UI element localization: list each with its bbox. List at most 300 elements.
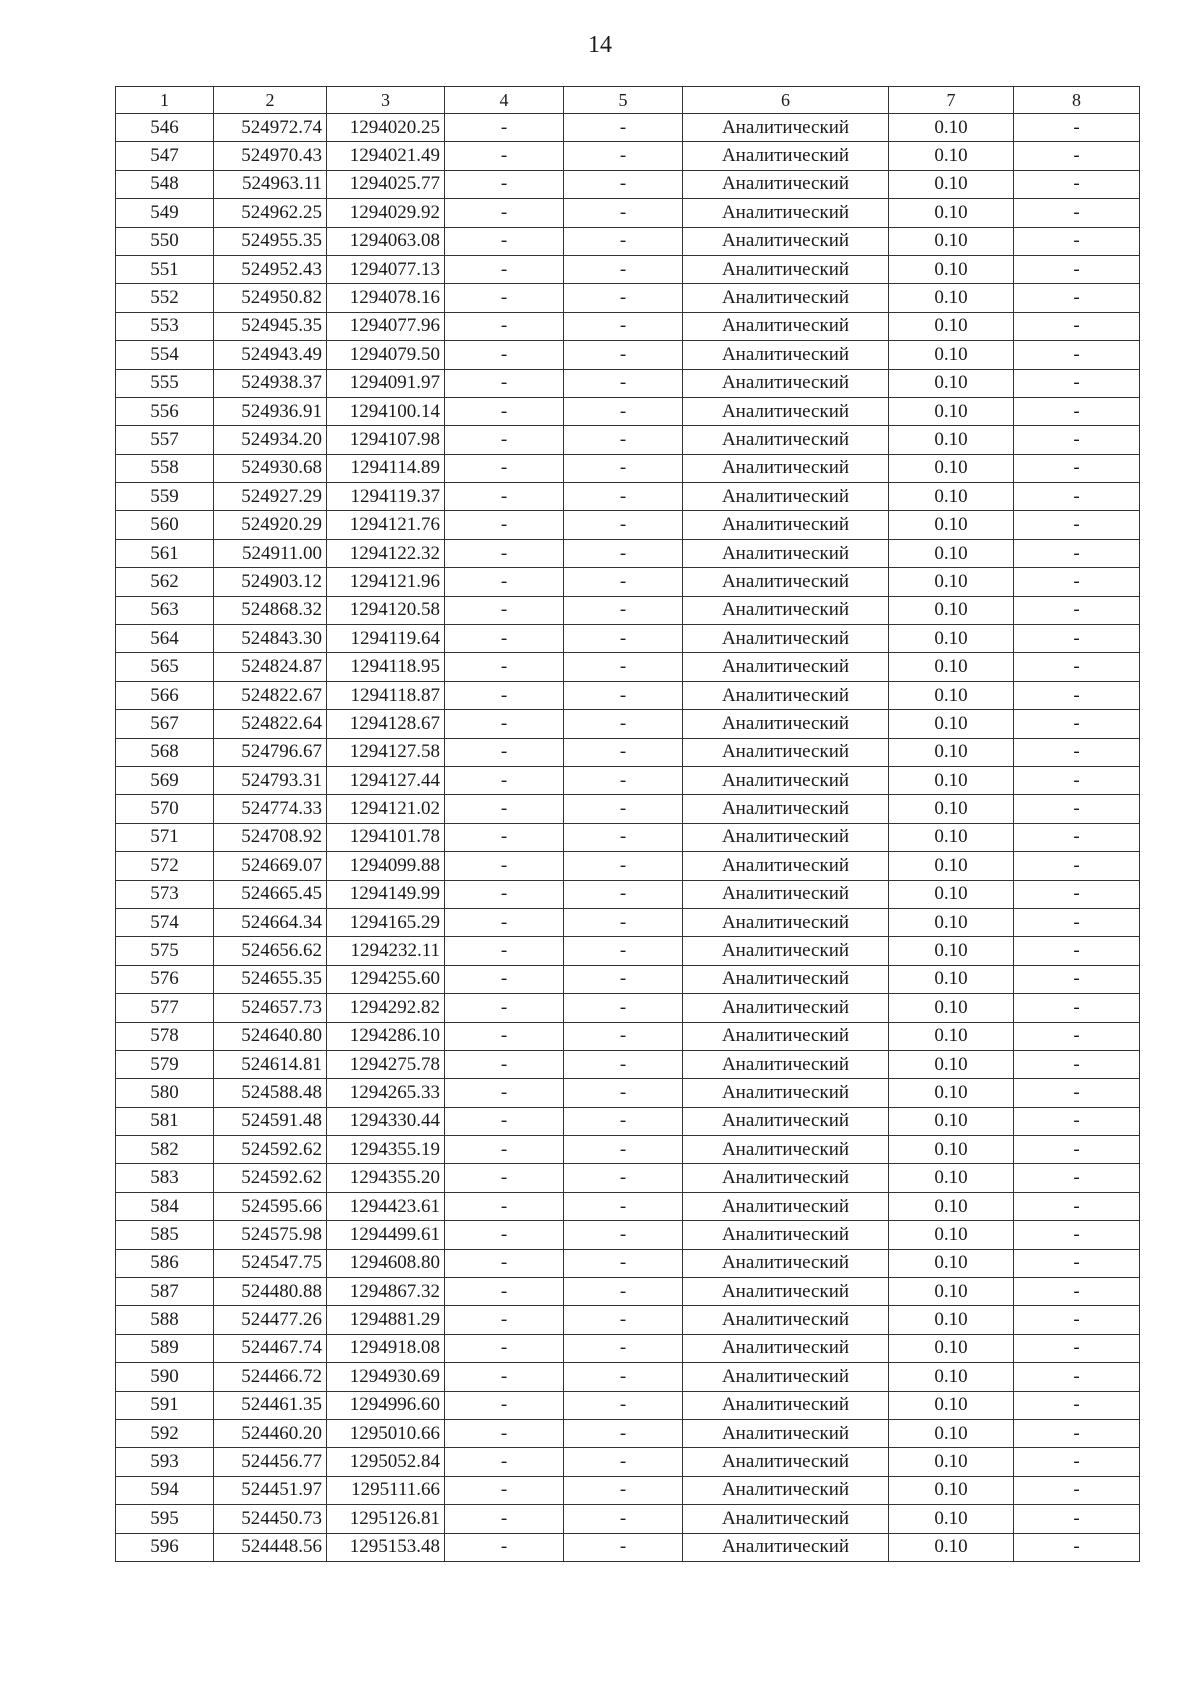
table-cell: -: [1014, 852, 1140, 880]
table-cell: -: [445, 1221, 564, 1249]
table-cell: 565: [116, 653, 214, 681]
table-cell: 0.10: [889, 142, 1014, 170]
table-cell: -: [564, 199, 683, 227]
table-row: [116, 1079, 1140, 1107]
table-cell: 524640.80: [214, 1022, 327, 1050]
table-cell: -: [445, 1476, 564, 1504]
table-cell: -: [445, 795, 564, 823]
table-row: [116, 1306, 1140, 1334]
table-cell: 570: [116, 795, 214, 823]
table-cell: 575: [116, 937, 214, 965]
table-cell: -: [445, 625, 564, 653]
table-cell: -: [445, 114, 564, 142]
table-cell: 0.10: [889, 1136, 1014, 1164]
table-cell: -: [445, 1363, 564, 1391]
table-cell: 592: [116, 1419, 214, 1447]
table-row: [116, 880, 1140, 908]
table-cell: 588: [116, 1306, 214, 1334]
table-cell: -: [1014, 1079, 1140, 1107]
table-cell: 1294107.98: [327, 426, 445, 454]
table-cell: 0.10: [889, 539, 1014, 567]
table-cell: -: [445, 483, 564, 511]
table-cell: -: [564, 1363, 683, 1391]
table-row: [116, 1164, 1140, 1192]
table-cell: -: [564, 795, 683, 823]
table-cell: 1294077.13: [327, 255, 445, 283]
table-cell: 566: [116, 681, 214, 709]
table-cell: -: [1014, 994, 1140, 1022]
table-cell: -: [445, 199, 564, 227]
table-cell: Аналитический: [683, 1221, 889, 1249]
table-cell: 0.10: [889, 1079, 1014, 1107]
table-cell: -: [564, 625, 683, 653]
table-cell: Аналитический: [683, 766, 889, 794]
table-cell: 524461.35: [214, 1391, 327, 1419]
table-cell: 573: [116, 880, 214, 908]
table-cell: 0.10: [889, 1363, 1014, 1391]
table-cell: 524591.48: [214, 1107, 327, 1135]
table-cell: 524970.43: [214, 142, 327, 170]
table-row: [116, 965, 1140, 993]
table-cell: 1294025.77: [327, 170, 445, 198]
table-cell: 524460.20: [214, 1419, 327, 1447]
table-cell: 1294021.49: [327, 142, 445, 170]
table-cell: 524952.43: [214, 255, 327, 283]
table-cell: Аналитический: [683, 539, 889, 567]
table-cell: 1294121.02: [327, 795, 445, 823]
table-cell: 0.10: [889, 766, 1014, 794]
table-row: [116, 1050, 1140, 1078]
table-cell: -: [564, 1505, 683, 1533]
table-cell: 0.10: [889, 908, 1014, 936]
table-cell: -: [1014, 710, 1140, 738]
table-cell: 524945.35: [214, 312, 327, 340]
table-cell: -: [445, 908, 564, 936]
table-cell: 1294122.32: [327, 539, 445, 567]
table-cell: 587: [116, 1278, 214, 1306]
table-cell: 0.10: [889, 596, 1014, 624]
table-cell: 524822.64: [214, 710, 327, 738]
table-cell: Аналитический: [683, 1278, 889, 1306]
table-cell: 524934.20: [214, 426, 327, 454]
table-cell: -: [564, 255, 683, 283]
table-cell: -: [1014, 568, 1140, 596]
table-cell: -: [1014, 426, 1140, 454]
table-cell: 0.10: [889, 1448, 1014, 1476]
table-cell: -: [1014, 1476, 1140, 1504]
table-cell: 0.10: [889, 284, 1014, 312]
table-cell: -: [445, 454, 564, 482]
table-cell: 524930.68: [214, 454, 327, 482]
table-cell: -: [445, 653, 564, 681]
table-cell: -: [445, 1533, 564, 1561]
table-cell: -: [564, 1022, 683, 1050]
table-row: [116, 1391, 1140, 1419]
table-cell: -: [564, 1050, 683, 1078]
table-row: [116, 114, 1140, 142]
table-cell: -: [1014, 625, 1140, 653]
table-cell: -: [445, 1306, 564, 1334]
table-cell: -: [1014, 1249, 1140, 1277]
table-cell: 524588.48: [214, 1079, 327, 1107]
table-cell: Аналитический: [683, 511, 889, 539]
table-cell: 582: [116, 1136, 214, 1164]
column-header: 1: [116, 87, 214, 114]
table-cell: -: [1014, 681, 1140, 709]
table-cell: 524796.67: [214, 738, 327, 766]
table-cell: 553: [116, 312, 214, 340]
table-cell: -: [1014, 170, 1140, 198]
table-cell: 569: [116, 766, 214, 794]
table-cell: 593: [116, 1448, 214, 1476]
table-cell: -: [564, 1448, 683, 1476]
table-cell: -: [445, 681, 564, 709]
table-cell: Аналитический: [683, 568, 889, 596]
table-cell: 0.10: [889, 852, 1014, 880]
table-row: [116, 199, 1140, 227]
table-cell: Аналитический: [683, 625, 889, 653]
table-cell: -: [1014, 1334, 1140, 1362]
table-cell: 591: [116, 1391, 214, 1419]
table-cell: 1294286.10: [327, 1022, 445, 1050]
table-cell: -: [1014, 1448, 1140, 1476]
table-cell: -: [1014, 1391, 1140, 1419]
table-cell: 559: [116, 483, 214, 511]
table-row: [116, 1448, 1140, 1476]
table-cell: 0.10: [889, 255, 1014, 283]
column-header: 3: [327, 87, 445, 114]
table-cell: 524822.67: [214, 681, 327, 709]
table-row: [116, 568, 1140, 596]
table-cell: 1294232.11: [327, 937, 445, 965]
table-cell: 1294275.78: [327, 1050, 445, 1078]
table-cell: -: [564, 1278, 683, 1306]
table-cell: Аналитический: [683, 142, 889, 170]
table-cell: 1294608.80: [327, 1249, 445, 1277]
table-cell: Аналитический: [683, 170, 889, 198]
table-cell: Аналитический: [683, 114, 889, 142]
table-cell: -: [1014, 397, 1140, 425]
table-cell: -: [445, 511, 564, 539]
table-cell: 583: [116, 1164, 214, 1192]
table-cell: 1294079.50: [327, 341, 445, 369]
table-cell: -: [1014, 965, 1140, 993]
table-cell: -: [564, 312, 683, 340]
table-cell: Аналитический: [683, 852, 889, 880]
table-cell: 595: [116, 1505, 214, 1533]
table-cell: -: [1014, 766, 1140, 794]
table-cell: 0.10: [889, 1533, 1014, 1561]
table-cell: -: [445, 1334, 564, 1362]
table-cell: -: [445, 710, 564, 738]
table-cell: -: [564, 1221, 683, 1249]
table-cell: -: [445, 369, 564, 397]
table-cell: 524451.97: [214, 1476, 327, 1504]
table-cell: -: [445, 1448, 564, 1476]
table-cell: -: [1014, 114, 1140, 142]
table-cell: -: [564, 710, 683, 738]
table-cell: 0.10: [889, 397, 1014, 425]
table-cell: -: [445, 596, 564, 624]
table-cell: -: [564, 1476, 683, 1504]
table-cell: 0.10: [889, 1221, 1014, 1249]
table-cell: 524824.87: [214, 653, 327, 681]
table-cell: 0.10: [889, 114, 1014, 142]
table-cell: -: [564, 511, 683, 539]
table-cell: -: [1014, 908, 1140, 936]
table-cell: Аналитический: [683, 795, 889, 823]
table-cell: -: [564, 1419, 683, 1447]
column-header: 7: [889, 87, 1014, 114]
table-cell: -: [445, 1391, 564, 1419]
table-cell: 0.10: [889, 483, 1014, 511]
table-cell: Аналитический: [683, 426, 889, 454]
table-cell: 524614.81: [214, 1050, 327, 1078]
table-cell: 524903.12: [214, 568, 327, 596]
table-cell: Аналитический: [683, 937, 889, 965]
table-cell: -: [1014, 369, 1140, 397]
table-cell: 1294063.08: [327, 227, 445, 255]
table-cell: 1294127.44: [327, 766, 445, 794]
table-cell: -: [564, 1334, 683, 1362]
table-cell: 0.10: [889, 1164, 1014, 1192]
table-cell: Аналитический: [683, 454, 889, 482]
table-row: [116, 341, 1140, 369]
table-cell: -: [445, 1278, 564, 1306]
table-cell: 524456.77: [214, 1448, 327, 1476]
table-cell: Аналитический: [683, 1164, 889, 1192]
table-cell: -: [445, 1079, 564, 1107]
table-cell: 1294101.78: [327, 823, 445, 851]
table-cell: Аналитический: [683, 1476, 889, 1504]
table-cell: 552: [116, 284, 214, 312]
table-cell: 586: [116, 1249, 214, 1277]
table-row: [116, 1249, 1140, 1277]
table-cell: 0.10: [889, 1192, 1014, 1220]
table-row: [116, 596, 1140, 624]
table-cell: 524669.07: [214, 852, 327, 880]
table-row: [116, 908, 1140, 936]
table-cell: Аналитический: [683, 710, 889, 738]
table-row: [116, 1505, 1140, 1533]
table-cell: -: [564, 852, 683, 880]
table-cell: 0.10: [889, 568, 1014, 596]
table-cell: Аналитический: [683, 369, 889, 397]
table-cell: 0.10: [889, 426, 1014, 454]
table-cell: 1294077.96: [327, 312, 445, 340]
table-cell: 0.10: [889, 625, 1014, 653]
table-cell: 549: [116, 199, 214, 227]
table-cell: -: [1014, 880, 1140, 908]
table-cell: 571: [116, 823, 214, 851]
table-row: [116, 397, 1140, 425]
table-cell: -: [445, 937, 564, 965]
column-header: 2: [214, 87, 327, 114]
table-cell: -: [445, 341, 564, 369]
table-cell: 524943.49: [214, 341, 327, 369]
table-cell: 524911.00: [214, 539, 327, 567]
table-cell: 1294121.76: [327, 511, 445, 539]
table-cell: -: [445, 766, 564, 794]
table-cell: 1294165.29: [327, 908, 445, 936]
table-cell: Аналитический: [683, 1334, 889, 1362]
table-cell: 0.10: [889, 1334, 1014, 1362]
table-row: [116, 994, 1140, 1022]
table-cell: -: [564, 170, 683, 198]
table-cell: -: [1014, 227, 1140, 255]
table-cell: 524708.92: [214, 823, 327, 851]
table-cell: Аналитический: [683, 596, 889, 624]
table-cell: 555: [116, 369, 214, 397]
table-cell: -: [564, 1533, 683, 1561]
table-cell: -: [1014, 1136, 1140, 1164]
table-cell: -: [564, 908, 683, 936]
table-cell: 524843.30: [214, 625, 327, 653]
table-cell: 0.10: [889, 1476, 1014, 1504]
table-row: [116, 625, 1140, 653]
table-cell: Аналитический: [683, 312, 889, 340]
table-cell: 579: [116, 1050, 214, 1078]
table-cell: 568: [116, 738, 214, 766]
table-cell: 524920.29: [214, 511, 327, 539]
table-cell: 524448.56: [214, 1533, 327, 1561]
table-cell: -: [564, 596, 683, 624]
table-cell: -: [1014, 795, 1140, 823]
table-cell: -: [1014, 483, 1140, 511]
table-cell: -: [445, 738, 564, 766]
table-cell: -: [1014, 596, 1140, 624]
table-cell: 1294128.67: [327, 710, 445, 738]
table-cell: Аналитический: [683, 1249, 889, 1277]
table-cell: -: [564, 653, 683, 681]
table-cell: -: [1014, 1363, 1140, 1391]
table-cell: 0.10: [889, 369, 1014, 397]
table-cell: 550: [116, 227, 214, 255]
table-cell: -: [564, 1136, 683, 1164]
table-cell: -: [564, 823, 683, 851]
table-cell: 0.10: [889, 937, 1014, 965]
table-cell: 547: [116, 142, 214, 170]
column-header: 8: [1014, 87, 1140, 114]
table-cell: -: [1014, 738, 1140, 766]
table-cell: 0.10: [889, 170, 1014, 198]
table-cell: Аналитический: [683, 880, 889, 908]
table-cell: 551: [116, 255, 214, 283]
table-row: [116, 539, 1140, 567]
table-cell: 0.10: [889, 710, 1014, 738]
table-row: [116, 823, 1140, 851]
table-cell: -: [445, 1249, 564, 1277]
table-cell: Аналитический: [683, 1192, 889, 1220]
table-cell: -: [1014, 511, 1140, 539]
table-cell: -: [564, 227, 683, 255]
table-cell: 0.10: [889, 1306, 1014, 1334]
table-cell: -: [1014, 1022, 1140, 1050]
table-cell: 0.10: [889, 994, 1014, 1022]
table-cell: -: [564, 766, 683, 794]
table-cell: 0.10: [889, 823, 1014, 851]
table-cell: 524547.75: [214, 1249, 327, 1277]
table-row: [116, 852, 1140, 880]
table-cell: -: [445, 142, 564, 170]
table-cell: Аналитический: [683, 1505, 889, 1533]
table-cell: -: [445, 312, 564, 340]
table-row: [116, 1221, 1140, 1249]
table-cell: Аналитический: [683, 1363, 889, 1391]
table-row: [116, 142, 1140, 170]
table-cell: Аналитический: [683, 341, 889, 369]
table-cell: 564: [116, 625, 214, 653]
table-row: [116, 255, 1140, 283]
table-cell: 524972.74: [214, 114, 327, 142]
table-cell: -: [1014, 341, 1140, 369]
table-row: [116, 937, 1140, 965]
table-row: [116, 426, 1140, 454]
table-body: [116, 114, 1140, 1562]
table-cell: -: [564, 1164, 683, 1192]
table-cell: 1294149.99: [327, 880, 445, 908]
table-cell: -: [445, 1505, 564, 1533]
table-cell: -: [445, 539, 564, 567]
table-cell: 1295052.84: [327, 1448, 445, 1476]
table-row: [116, 1107, 1140, 1135]
table-cell: -: [1014, 1107, 1140, 1135]
table-cell: 577: [116, 994, 214, 1022]
table-cell: 1294996.60: [327, 1391, 445, 1419]
table-row: [116, 1334, 1140, 1362]
table-cell: 524665.45: [214, 880, 327, 908]
table-cell: -: [564, 1391, 683, 1419]
table-cell: -: [1014, 1505, 1140, 1533]
table-cell: -: [1014, 1306, 1140, 1334]
table-cell: 0.10: [889, 511, 1014, 539]
table-cell: 574: [116, 908, 214, 936]
table-cell: -: [445, 1050, 564, 1078]
table-cell: -: [564, 397, 683, 425]
table-cell: 1294127.58: [327, 738, 445, 766]
table-cell: 0.10: [889, 880, 1014, 908]
coordinates-table: [115, 86, 1140, 1562]
table-header-row: [116, 87, 1140, 114]
column-header: 4: [445, 87, 564, 114]
table-cell: 524927.29: [214, 483, 327, 511]
table-cell: Аналитический: [683, 994, 889, 1022]
table-cell: -: [564, 454, 683, 482]
table-cell: 584: [116, 1192, 214, 1220]
table-cell: Аналитический: [683, 681, 889, 709]
table-cell: 548: [116, 170, 214, 198]
table-cell: 524592.62: [214, 1164, 327, 1192]
table-cell: 554: [116, 341, 214, 369]
table-cell: 590: [116, 1363, 214, 1391]
table-cell: 1294355.19: [327, 1136, 445, 1164]
table-cell: 561: [116, 539, 214, 567]
table-cell: Аналитический: [683, 653, 889, 681]
table-cell: 524774.33: [214, 795, 327, 823]
table-cell: 0.10: [889, 1505, 1014, 1533]
page-number: 14: [588, 32, 612, 58]
table-cell: 572: [116, 852, 214, 880]
table-cell: -: [564, 937, 683, 965]
table-cell: 1294091.97: [327, 369, 445, 397]
table-cell: -: [1014, 1278, 1140, 1306]
table-cell: -: [564, 1192, 683, 1220]
table-cell: -: [1014, 653, 1140, 681]
table-cell: -: [564, 539, 683, 567]
table-cell: -: [564, 880, 683, 908]
table-row: [116, 1136, 1140, 1164]
table-cell: 563: [116, 596, 214, 624]
